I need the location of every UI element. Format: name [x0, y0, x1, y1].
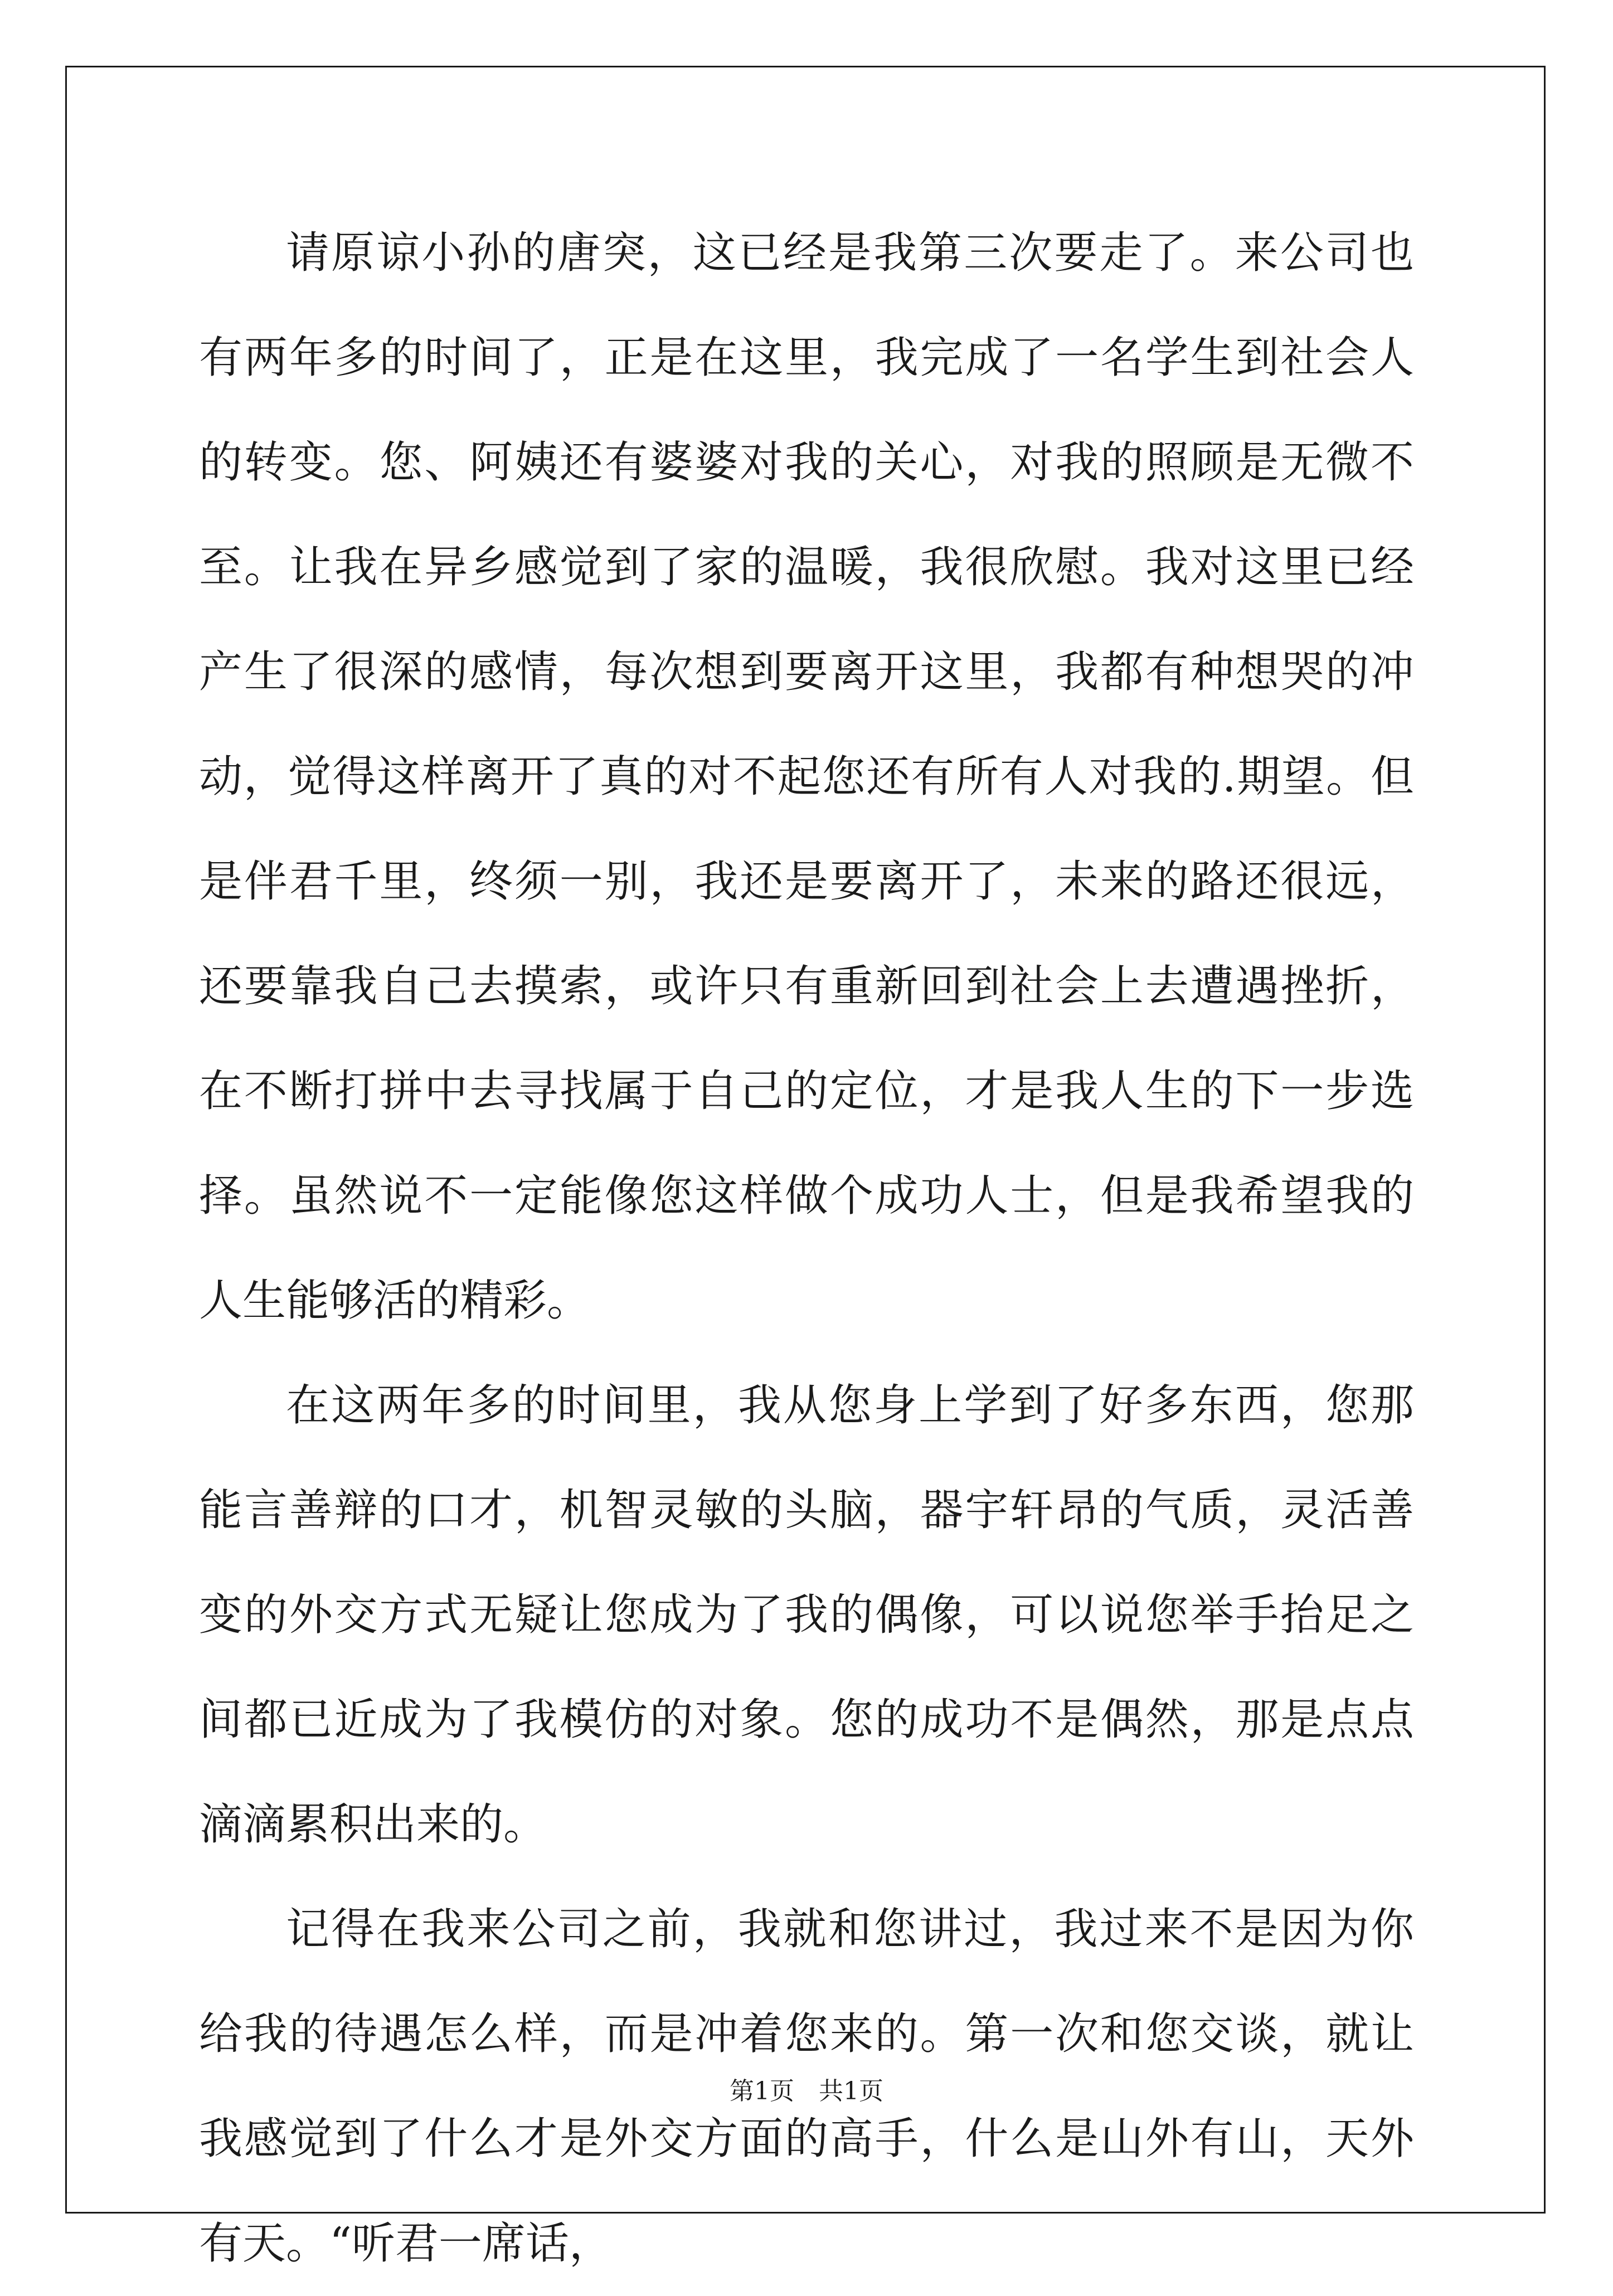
document-body	[199, 201, 1414, 2296]
paragraph-1: 请原谅小孙的唐突，这已经是我第三次要走了。来公司也有两年多的时间了，正是在这里，我完成了一名学生到社会人的转变。您、阿姨还有婆婆对我的关心，对我的照顾是无微不至。让我在异乡感觉到了家的温暖，我很欣慰。我对这里已经产生了很深的感情，每次想到要离开这里，我都有种想哭的冲动，觉得这样离开了真的对不起您还有所有人对我的.期望。但是伴君千里，终须一别，我还是要离开了，未来的路还很远，还要靠我自己去摸索，或许只有重新回到社会上去遭遇挫折，在不断打拼中去寻找属于自己的定位，才是我人生的下一步选择。虽然说不一定能像您这样做个成功人士，但是我希望我的人生能够活的精彩。	[199, 228, 1414, 1326]
page-number-footer: 第1页 共1页	[730, 2077, 883, 2105]
paragraph-2: 在这两年多的时间里，我从您身上学到了好多东西，您那能言善辩的口才，机智灵敏的头脑，器宇轩昂的气质，灵活善变的外交方式无疑让您成为了我的偶像，可以说您举手抬足之间都已近成为了我模仿的对象。您的成功不是偶然，那是点点滴滴累积出来的。	[199, 1380, 1414, 1850]
paragraph-3: 记得在我来公司之前，我就和您讲过，我过来不是因为你给我的待遇怎么样，而是冲着您来的。第一次和您交谈，就让我感觉到了什么才是外交方面的高手，什么是山外有山，天外有天。“听君一席话，	[199, 1904, 1414, 2269]
